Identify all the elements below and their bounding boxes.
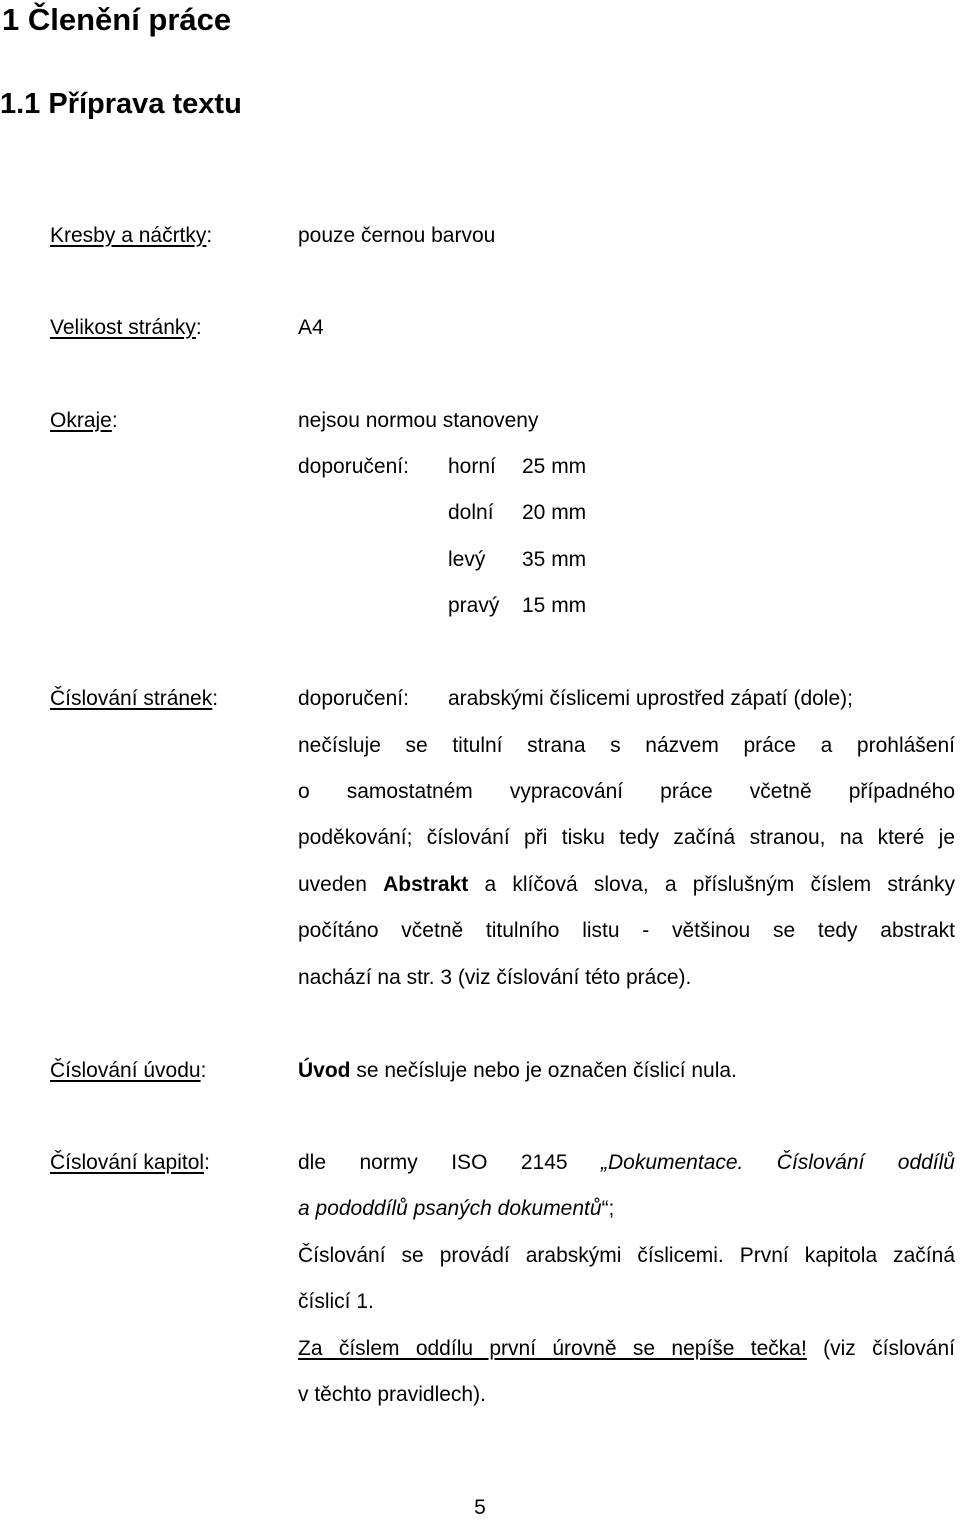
intro-numbering-value: Úvod se nečísluje nebo je označen číslicí nula. <box>298 1059 737 1082</box>
page-number: 5 <box>474 1496 486 1519</box>
row-label-kresby: Kresby a náčrtky: <box>50 224 213 247</box>
margin-size-right: 15 mm <box>522 594 587 617</box>
abstract-keyword: Abstrakt <box>383 873 469 896</box>
page-numbering-line-3: poděkování; číslování při tisku tedy začíná stranou, na které je <box>298 826 955 849</box>
chapter-numbering-line-2: a pododdílů psaných dokumentů“; <box>298 1197 615 1220</box>
margin-side-bottom: dolní <box>448 501 494 524</box>
page-numbering-line-6: nachází na str. 3 (viz číslování této práce). <box>298 966 692 989</box>
page-numbering-line-1: nečísluje se titulní strana s názvem práce a prohlášení <box>298 734 955 757</box>
page-numbering-line-4: uveden Abstrakt a klíčová slova, a příslušným číslem stránky <box>298 873 955 896</box>
row-value-okraje: nejsou normou stanoveny <box>298 409 539 432</box>
row-label-page-numbering: Číslování stránek: <box>50 687 219 710</box>
intro-keyword: Úvod <box>298 1059 351 1082</box>
page-numbering-line-5: počítáno včetně titulního listu - většinou se tedy abstrakt <box>298 919 955 942</box>
norm-title: „Dokumentace. Číslování oddílů <box>600 1151 955 1174</box>
page-numbering-line-2: o samostatném vypracování práce včetně případného <box>298 780 955 803</box>
margin-size-bottom: 20 mm <box>522 501 587 524</box>
page-numbering-recommendation-label: doporučení: <box>298 687 409 710</box>
margins-recommendation-label: doporučení: <box>298 455 409 478</box>
row-label-velikost: Velikost stránky: <box>50 316 202 339</box>
page-numbering-recommendation-text: arabskými číslicemi uprostřed zápatí (dole); <box>448 687 853 710</box>
no-dot-rule: Za číslem oddílu první úrovně se nepíše tečka! <box>298 1337 807 1360</box>
row-label-okraje: Okraje: <box>50 409 118 432</box>
row-value-velikost: A4 <box>298 316 324 339</box>
row-label-intro-numbering: Číslování úvodu: <box>50 1059 207 1082</box>
chapter-numbering-line-3: Číslování se provádí arabskými číslicemi. První kapitola začíná <box>298 1244 955 1267</box>
margin-side-top: horní <box>448 455 496 478</box>
chapter-numbering-line-1: dle normy ISO 2145 „Dokumentace. Číslování oddílů <box>298 1151 955 1174</box>
row-label-chapter-numbering: Číslování kapitol: <box>50 1151 210 1174</box>
section-heading: 1.1 Příprava textu <box>0 88 242 120</box>
margin-side-left: levý <box>448 548 486 571</box>
margin-size-top: 25 mm <box>522 455 587 478</box>
chapter-heading: 1 Členění práce <box>2 2 232 37</box>
margin-size-left: 35 mm <box>522 548 587 571</box>
chapter-numbering-line-5: Za číslem oddílu první úrovně se nepíše tečka! (viz číslování <box>298 1337 955 1360</box>
chapter-numbering-line-6: v těchto pravidlech). <box>298 1383 486 1406</box>
row-value-kresby: pouze černou barvou <box>298 224 496 247</box>
chapter-numbering-line-4: číslicí 1. <box>298 1290 374 1313</box>
margin-side-right: pravý <box>448 594 500 617</box>
